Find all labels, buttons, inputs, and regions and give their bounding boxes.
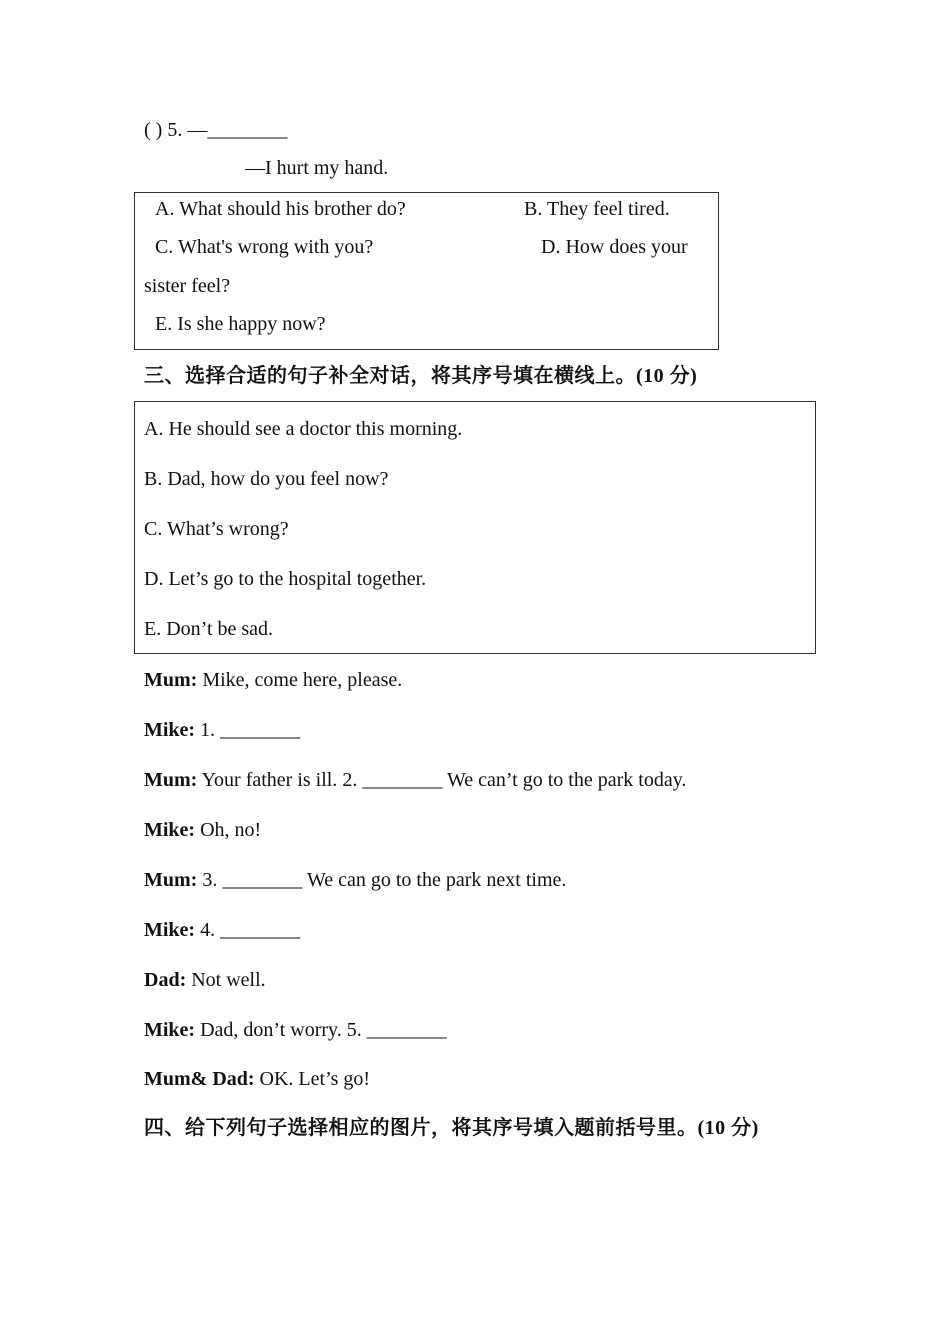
option-d-continued: sister feel? (144, 275, 231, 297)
section-3-option-a: A. He should see a doctor this morning. (144, 418, 463, 440)
section-3-option-b: B. Dad, how do you feel now? (144, 468, 389, 490)
option-b: B. They feel tired. (524, 198, 670, 220)
option-d: D. How does your (541, 236, 688, 258)
question-5-prompt: ( ) 5. —________ (144, 119, 288, 141)
dialogue-line: Mike: 1. ________ (144, 719, 301, 741)
section-3-option-d: D. Let’s go to the hospital together. (144, 568, 427, 590)
dialogue-line: Mum: Your father is ill. 2. ________ We can’t go to the park today. (144, 769, 687, 791)
section-3-heading: 三、选择合适的句子补全对话，将其序号填在横线上。(10 分) (144, 365, 698, 387)
section-4-heading: 四、给下列句子选择相应的图片，将其序号填入题前括号里。(10 分) (144, 1117, 759, 1139)
dialogue-line: Mum& Dad: OK. Let’s go! (144, 1068, 371, 1090)
dialogue-line: Mum: Mike, come here, please. (144, 669, 403, 691)
dialogue-line: Mike: 4. ________ (144, 919, 301, 941)
option-c: C. What's wrong with you? (155, 236, 374, 258)
dialogue-line: Mum: 3. ________ We can go to the park next time. (144, 869, 567, 891)
section-3-option-c: C. What’s wrong? (144, 518, 289, 540)
option-a: A. What should his brother do? (155, 198, 406, 220)
option-e: E. Is she happy now? (155, 313, 326, 335)
dialogue-line: Mike: Oh, no! (144, 819, 262, 841)
dialogue-line: Mike: Dad, don’t worry. 5. ________ (144, 1019, 447, 1041)
section-3-option-e: E. Don’t be sad. (144, 618, 274, 640)
question-5-reply: —I hurt my hand. (245, 157, 389, 179)
dialogue-line: Dad: Not well. (144, 969, 266, 991)
